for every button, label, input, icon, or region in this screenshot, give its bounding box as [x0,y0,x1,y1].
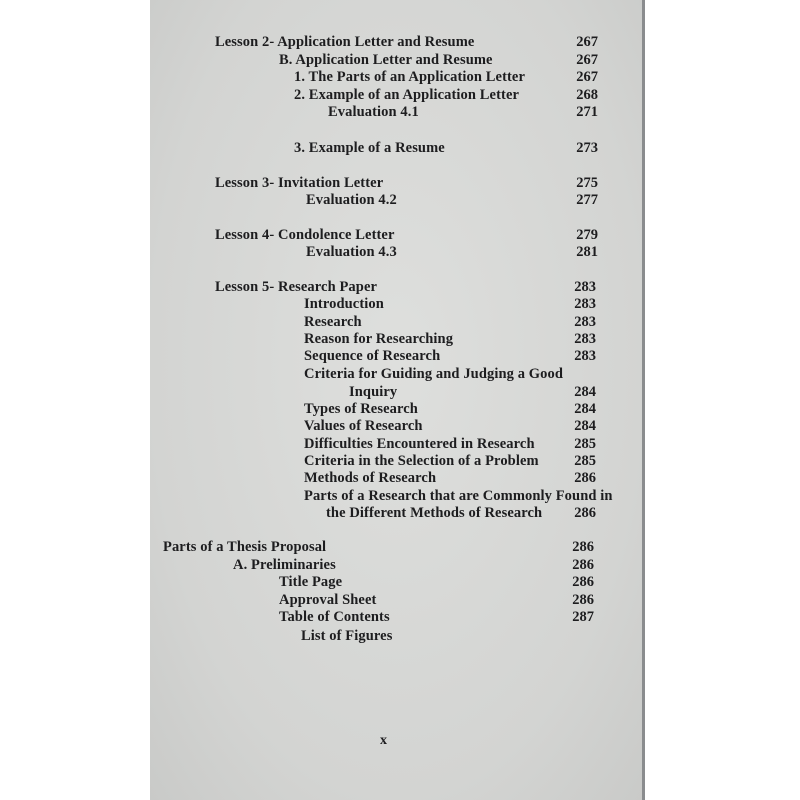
toc-entry-text: Introduction [304,296,384,312]
toc-entry-text: Evaluation 4.2 [306,192,397,208]
toc-entry-text: Title Page [279,574,343,590]
toc-entry-text: Difficulties Encountered in Research [304,436,535,452]
toc-entry-text: Criteria for Guiding and Judging a Good [304,366,564,382]
toc-entry-text: Methods of Research [304,470,437,486]
toc-entry-page: 281 [576,244,598,260]
toc-entry-text: Lesson 4- Condolence Letter [215,227,395,243]
page-number-footer: x [380,733,387,748]
toc-entry-text: Lesson 2- Application Letter and Resume [215,34,475,50]
toc-entry-text: Evaluation 4.1 [328,104,419,120]
toc-entry-page: 284 [574,418,596,434]
toc-entry-text: 1. The Parts of an Application Letter [294,69,525,85]
toc-entry-text: Parts of a Research that are Commonly Found in [304,488,613,504]
toc-entry-page: 268 [576,87,598,103]
toc-entry-page: 283 [574,314,596,330]
toc-entry-page: 283 [574,279,596,295]
toc-entry-text: A. Preliminaries [233,557,336,573]
toc-entry-page: 284 [574,384,596,400]
toc-entry-text: Inquiry [349,384,398,400]
toc-entry-page: 286 [574,470,596,486]
toc-entry-page: 284 [574,401,596,417]
toc-entry-text: 3. Example of a Resume [294,140,445,156]
toc-entry-page: 285 [574,453,596,469]
toc-entry-page: 287 [572,609,594,625]
toc-entry-text: Criteria in the Selection of a Problem [304,453,539,469]
toc-entry-page: 273 [576,140,598,156]
toc-entry-text: 2. Example of an Application Letter [294,87,520,103]
toc-entry-page: 286 [574,505,596,521]
toc-entry-page: 286 [572,539,594,555]
toc-entry-text: Evaluation 4.3 [306,244,397,260]
toc-entry-page: 267 [576,69,598,85]
toc-entry-text: B. Application Letter and Resume [279,52,493,68]
toc-entry-text: Types of Research [304,401,418,417]
toc-entry-page: 267 [576,52,598,68]
toc-entry-page: 285 [574,436,596,452]
toc-entry-page: 267 [576,34,598,50]
toc-entry-page: 271 [576,104,598,120]
toc-entry-page: 283 [574,331,596,347]
toc-entry-text: Table of Contents [279,609,390,625]
toc-entry-text: Lesson 5- Research Paper [215,279,378,295]
toc-entry-page: 279 [576,227,598,243]
toc-entry-page: 286 [572,557,594,573]
toc-entry-page: 275 [576,175,598,191]
page-edge [642,0,645,800]
toc-entry-text: Reason for Researching [304,331,454,347]
toc-entry-page: 277 [576,192,598,208]
toc-entry-text: List of Figures [301,628,393,644]
toc-entry-text: Research [304,314,362,330]
toc-entry-text: Lesson 3- Invitation Letter [215,175,384,191]
toc-entry-text: Sequence of Research [304,348,441,364]
toc-entry-text: the Different Methods of Research [326,505,543,521]
toc-entry-text: Parts of a Thesis Proposal [163,539,327,555]
toc-entry-page: 286 [572,574,594,590]
toc-entry-text: Approval Sheet [279,592,377,608]
toc-entry-text: Values of Research [304,418,423,434]
toc-entry-page: 283 [574,348,596,364]
toc-entry-page: 286 [572,592,594,608]
toc-entry-page: 283 [574,296,596,312]
